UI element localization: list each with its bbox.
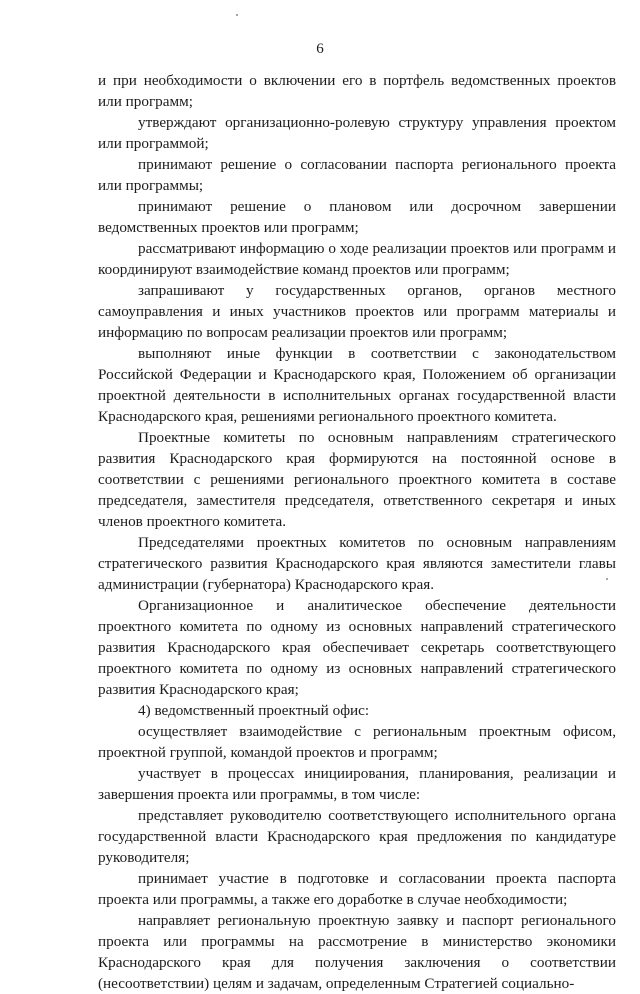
paragraph: направляет региональную проектную заявку и паспорт регионального проекта или программы на рассмотрение в министерство экономики Краснодарского края для получения заключения о соответствии (несоответствии) целям и задачам, определенным Стратегией социально- <box>98 912 616 992</box>
document-body <box>98 70 616 994</box>
paragraph: Организационное и аналитическое обеспечение деятельности проектного комитета по одному из основных направлений стратегического развития Краснодарского края обеспечивает секретарь соответствующего проектного комитета по одному из основных направлений стратегического развития Краснодарского края; <box>98 597 616 698</box>
paragraph: осуществляет взаимодействие с региональным проектным офисом, проектной группой, командой проектов и программ; <box>98 723 616 761</box>
page-number: 6 <box>316 41 324 57</box>
paragraph: участвует в процессах инициирования, планирования, реализации и завершения проекта или программы, в том числе: <box>98 765 616 803</box>
paragraph: рассматривают информацию о ходе реализации проектов или программ и координируют взаимодействие команд проектов или программ; <box>98 240 616 278</box>
paragraph: Проектные комитеты по основным направлениям стратегического развития Краснодарского края формируются на постоянной основе в соответствии с решениями регионального проектного комитета в составе председателя, заместителя председателя, ответственного секретаря и иных членов проектного комитета. <box>98 429 616 530</box>
paragraph: запрашивают у государственных органов, органов местного самоуправления и иных участников проектов или программ материалы и информацию по вопросам реализации проектов или программ; <box>98 282 616 341</box>
paragraph: выполняют иные функции в соответствии с законодательством Российской Федерации и Краснодарского края, Положением об организации проектной деятельности в исполнительных органах государственной власти Краснодарского края, решениями регионального проектного комитета. <box>98 345 616 425</box>
paragraph: представляет руководителю соответствующего исполнительного органа государственной власти Краснодарского края предложения по кандидатуре руководителя; <box>98 807 616 866</box>
paragraph: принимают решение о плановом или досрочном завершении ведомственных проектов или программ; <box>98 198 616 236</box>
scan-speck <box>236 14 238 16</box>
paragraph: принимают решение о согласовании паспорта регионального проекта или программы; <box>98 156 616 194</box>
paragraph: принимает участие в подготовке и согласовании проекта паспорта проекта или программы, а также его доработке в случае необходимости; <box>98 870 616 908</box>
paragraph: Председателями проектных комитетов по основным направлениям стратегического развития Краснодарского края являются заместители главы администрации (губернатора) Краснодарского края. <box>98 534 616 593</box>
paragraph-section-heading: 4) ведомственный проектный офис: <box>138 702 370 719</box>
paragraph-continuation: и при необходимости о включении его в портфель ведомственных проектов или программ; <box>98 72 616 110</box>
scan-speck <box>606 578 608 580</box>
paragraph: утверждают организационно-ролевую структуру управления проектом или программой; <box>98 114 616 152</box>
